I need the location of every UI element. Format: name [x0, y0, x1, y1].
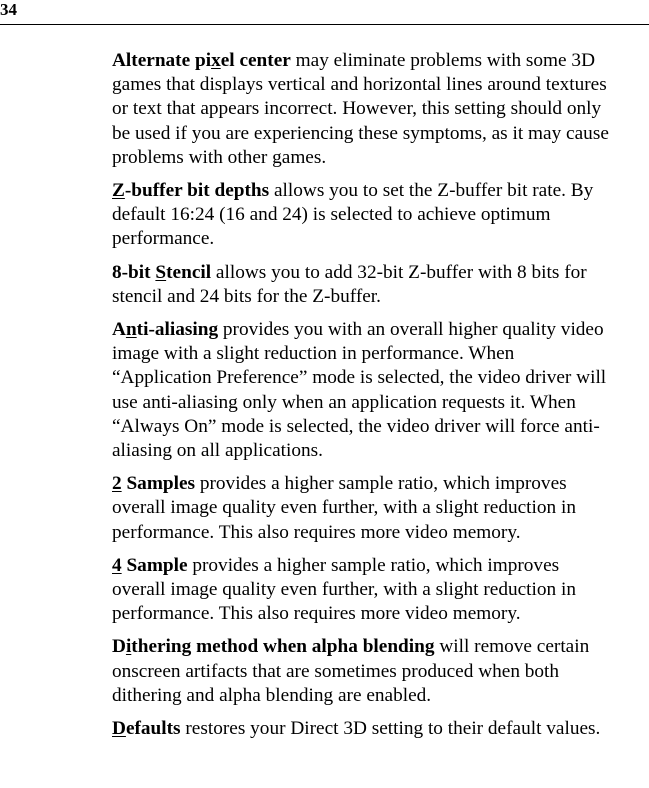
term-anti-aliasing: Anti-aliasing [112, 319, 219, 341]
paragraph-line: performance. This also requires more video memory. [112, 521, 521, 543]
paragraph-anti-aliasing [112, 318, 644, 463]
paragraph-line: stencil and 24 bits for the Z-buffer. [112, 285, 381, 307]
header-rule [0, 24, 649, 25]
mnemonic-letter: S [155, 261, 167, 283]
paragraph-dithering-method [112, 635, 644, 708]
mnemonic-letter: Z [112, 180, 125, 202]
paragraph-line: Anti-aliasing provides you with an overall higher quality video [112, 319, 604, 341]
mnemonic-letter: 4 [112, 554, 122, 576]
term-alternate-pixel-center: Alternate pixel center [112, 50, 291, 71]
mnemonic-letter: x [211, 50, 221, 71]
term-2-samples: 2 Samples [112, 473, 196, 495]
term-4-sample: 4 Sample [112, 554, 188, 576]
mnemonic-letter: D [112, 718, 126, 740]
paragraph-z-buffer-bit-depths [112, 179, 644, 252]
paragraph-line: games that displays vertical and horizontal lines around textures [112, 74, 607, 96]
paragraph-line: image with a slight reduction in performance. When [112, 343, 515, 365]
paragraph-line: Alternate pixel center may eliminate problems with some 3D [112, 50, 595, 71]
paragraph-line: “Application Preference” mode is selected, the video driver will [112, 367, 607, 389]
paragraph-alternate-pixel-center [112, 49, 644, 170]
paragraph-line: Defaults restores your Direct 3D setting to their default values. [112, 718, 601, 740]
paragraph-line: performance. [112, 228, 215, 250]
paragraph-line: default 16:24 (16 and 24) is selected to achieve optimum [112, 204, 551, 226]
paragraph-line: Z-buffer bit depths allows you to set the Z-buffer bit rate. By [112, 180, 594, 202]
paragraph-line: onscreen artifacts that are sometimes produced when both [112, 660, 560, 682]
term-z-buffer-bit-depths: Z-buffer bit depths [112, 180, 270, 202]
paragraph-line: 4 Sample provides a higher sample ratio, which improves [112, 554, 560, 576]
mnemonic-letter: n [125, 319, 137, 341]
paragraph-line: overall image quality even further, with a slight reduction in [112, 497, 576, 519]
paragraph-defaults [112, 717, 644, 741]
paragraph-line: 2 Samples provides a higher sample ratio, which improves [112, 473, 567, 495]
paragraph-line: aliasing on all applications. [112, 440, 323, 462]
paragraph-8-bit-stencil [112, 261, 644, 309]
mnemonic-letter: i [125, 636, 132, 658]
paragraph-line: or text that appears incorrect. However, this setting should only [112, 98, 602, 120]
paragraph-line: overall image quality even further, with a slight reduction in [112, 579, 576, 601]
term-8-bit-stencil: 8-bit Stencil [112, 261, 212, 283]
paragraph-line: 8-bit Stencil allows you to add 32-bit Z-buffer with 8 bits for [112, 261, 587, 283]
mnemonic-letter: 2 [112, 473, 122, 495]
paragraph-line: performance. This also requires more video memory. [112, 603, 521, 625]
paragraph-line: “Always On” mode is selected, the video driver will force anti- [112, 415, 600, 437]
paragraph-line: use anti-aliasing only when an application requests it. When [112, 391, 576, 413]
paragraph-4-sample [112, 554, 644, 627]
document-body [112, 49, 644, 750]
term-defaults: Defaults [112, 718, 181, 740]
paragraph-line: be used if you are experiencing these symptoms, as it may cause [112, 122, 609, 144]
page-number: 34 [0, 0, 17, 19]
term-dithering-method: Dithering method when alpha blending [112, 636, 435, 658]
paragraph-line: Dithering method when alpha blending will remove certain [112, 636, 590, 658]
paragraph-2-samples [112, 472, 644, 545]
paragraph-line: dithering and alpha blending are enabled. [112, 684, 432, 706]
paragraph-line: problems with other games. [112, 146, 327, 168]
